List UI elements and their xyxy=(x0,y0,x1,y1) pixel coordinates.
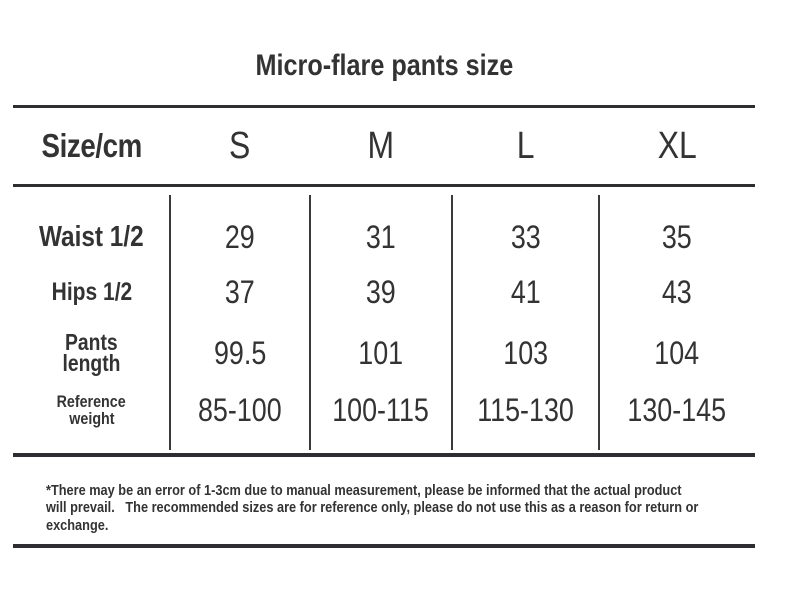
row-label-text: Waist 1/2 xyxy=(39,220,144,253)
table-header-row xyxy=(13,107,755,185)
cell-value: 43 xyxy=(662,273,692,310)
cell-value: 35 xyxy=(662,218,692,255)
row-label-text: weight xyxy=(68,409,115,428)
row-label-text: length xyxy=(62,350,121,376)
row-label-reference-weight xyxy=(13,385,170,435)
cell-hips-s xyxy=(170,267,310,317)
header-cell-xl xyxy=(599,107,755,185)
cell-value: 115-130 xyxy=(477,391,574,428)
row-label-pants-length xyxy=(13,328,170,378)
header-m-label: M xyxy=(367,124,395,167)
cell-hips-l xyxy=(452,267,599,317)
footnote-line: exchange. xyxy=(46,516,109,534)
cell-value: 101 xyxy=(358,334,404,371)
table-row-hips xyxy=(13,267,755,317)
cell-waist-s xyxy=(170,212,310,262)
cell-ref-s xyxy=(170,385,310,435)
header-xl-label: XL xyxy=(657,124,697,167)
cell-pants-l xyxy=(452,328,599,378)
cell-ref-l xyxy=(452,385,599,435)
cell-value: 104 xyxy=(654,334,700,371)
cell-value: 130-145 xyxy=(627,391,727,428)
divider-header xyxy=(13,184,755,187)
header-cell-s xyxy=(170,107,310,185)
cell-ref-m xyxy=(310,385,452,435)
header-cell-l xyxy=(452,107,599,185)
divider-body-bottom xyxy=(13,453,755,457)
cell-value: 29 xyxy=(225,218,255,255)
cell-value: 41 xyxy=(510,273,541,310)
table-row-waist xyxy=(13,212,755,262)
divider-footer-bottom xyxy=(13,544,755,548)
row-label-text: Hips 1/2 xyxy=(51,277,132,306)
row-label-text: Reference xyxy=(56,392,127,411)
footnote xyxy=(46,482,786,534)
table-row-pants-length xyxy=(13,328,755,378)
header-cell-m xyxy=(310,107,452,185)
cell-value: 103 xyxy=(503,334,548,371)
cell-waist-xl xyxy=(599,212,755,262)
cell-hips-m xyxy=(310,267,452,317)
cell-pants-xl xyxy=(599,328,755,378)
page-title xyxy=(13,48,755,84)
row-label-hips xyxy=(13,267,170,317)
table-row-reference-weight xyxy=(13,385,755,435)
header-cell-size-cm xyxy=(13,107,170,185)
row-label-text: Pants xyxy=(65,329,118,355)
cell-value: 31 xyxy=(366,218,396,255)
cell-hips-xl xyxy=(599,267,755,317)
cell-value: 39 xyxy=(366,273,396,310)
cell-value: 99.5 xyxy=(213,334,267,371)
header-l-label: L xyxy=(516,124,535,167)
footnote-line: will prevail. The recommended sizes are for reference only, please do not use this as a reason for return or xyxy=(46,499,699,517)
cell-pants-m xyxy=(310,328,452,378)
cell-waist-m xyxy=(310,212,452,262)
cell-waist-l xyxy=(452,212,599,262)
cell-pants-s xyxy=(170,328,310,378)
cell-ref-xl xyxy=(599,385,755,435)
footnote-line: *There may be an error of 1-3cm due to manual measurement, please be informed that the actual product xyxy=(46,482,682,499)
header-size-cm-label: Size/cm xyxy=(41,127,142,164)
header-s-label: S xyxy=(229,124,251,167)
row-label-waist xyxy=(13,212,170,262)
cell-value: 85-100 xyxy=(198,391,282,428)
cell-value: 37 xyxy=(225,273,255,310)
page-title-text: Micro-flare pants size xyxy=(255,49,513,82)
cell-value: 100-115 xyxy=(332,391,430,428)
cell-value: 33 xyxy=(510,218,541,255)
